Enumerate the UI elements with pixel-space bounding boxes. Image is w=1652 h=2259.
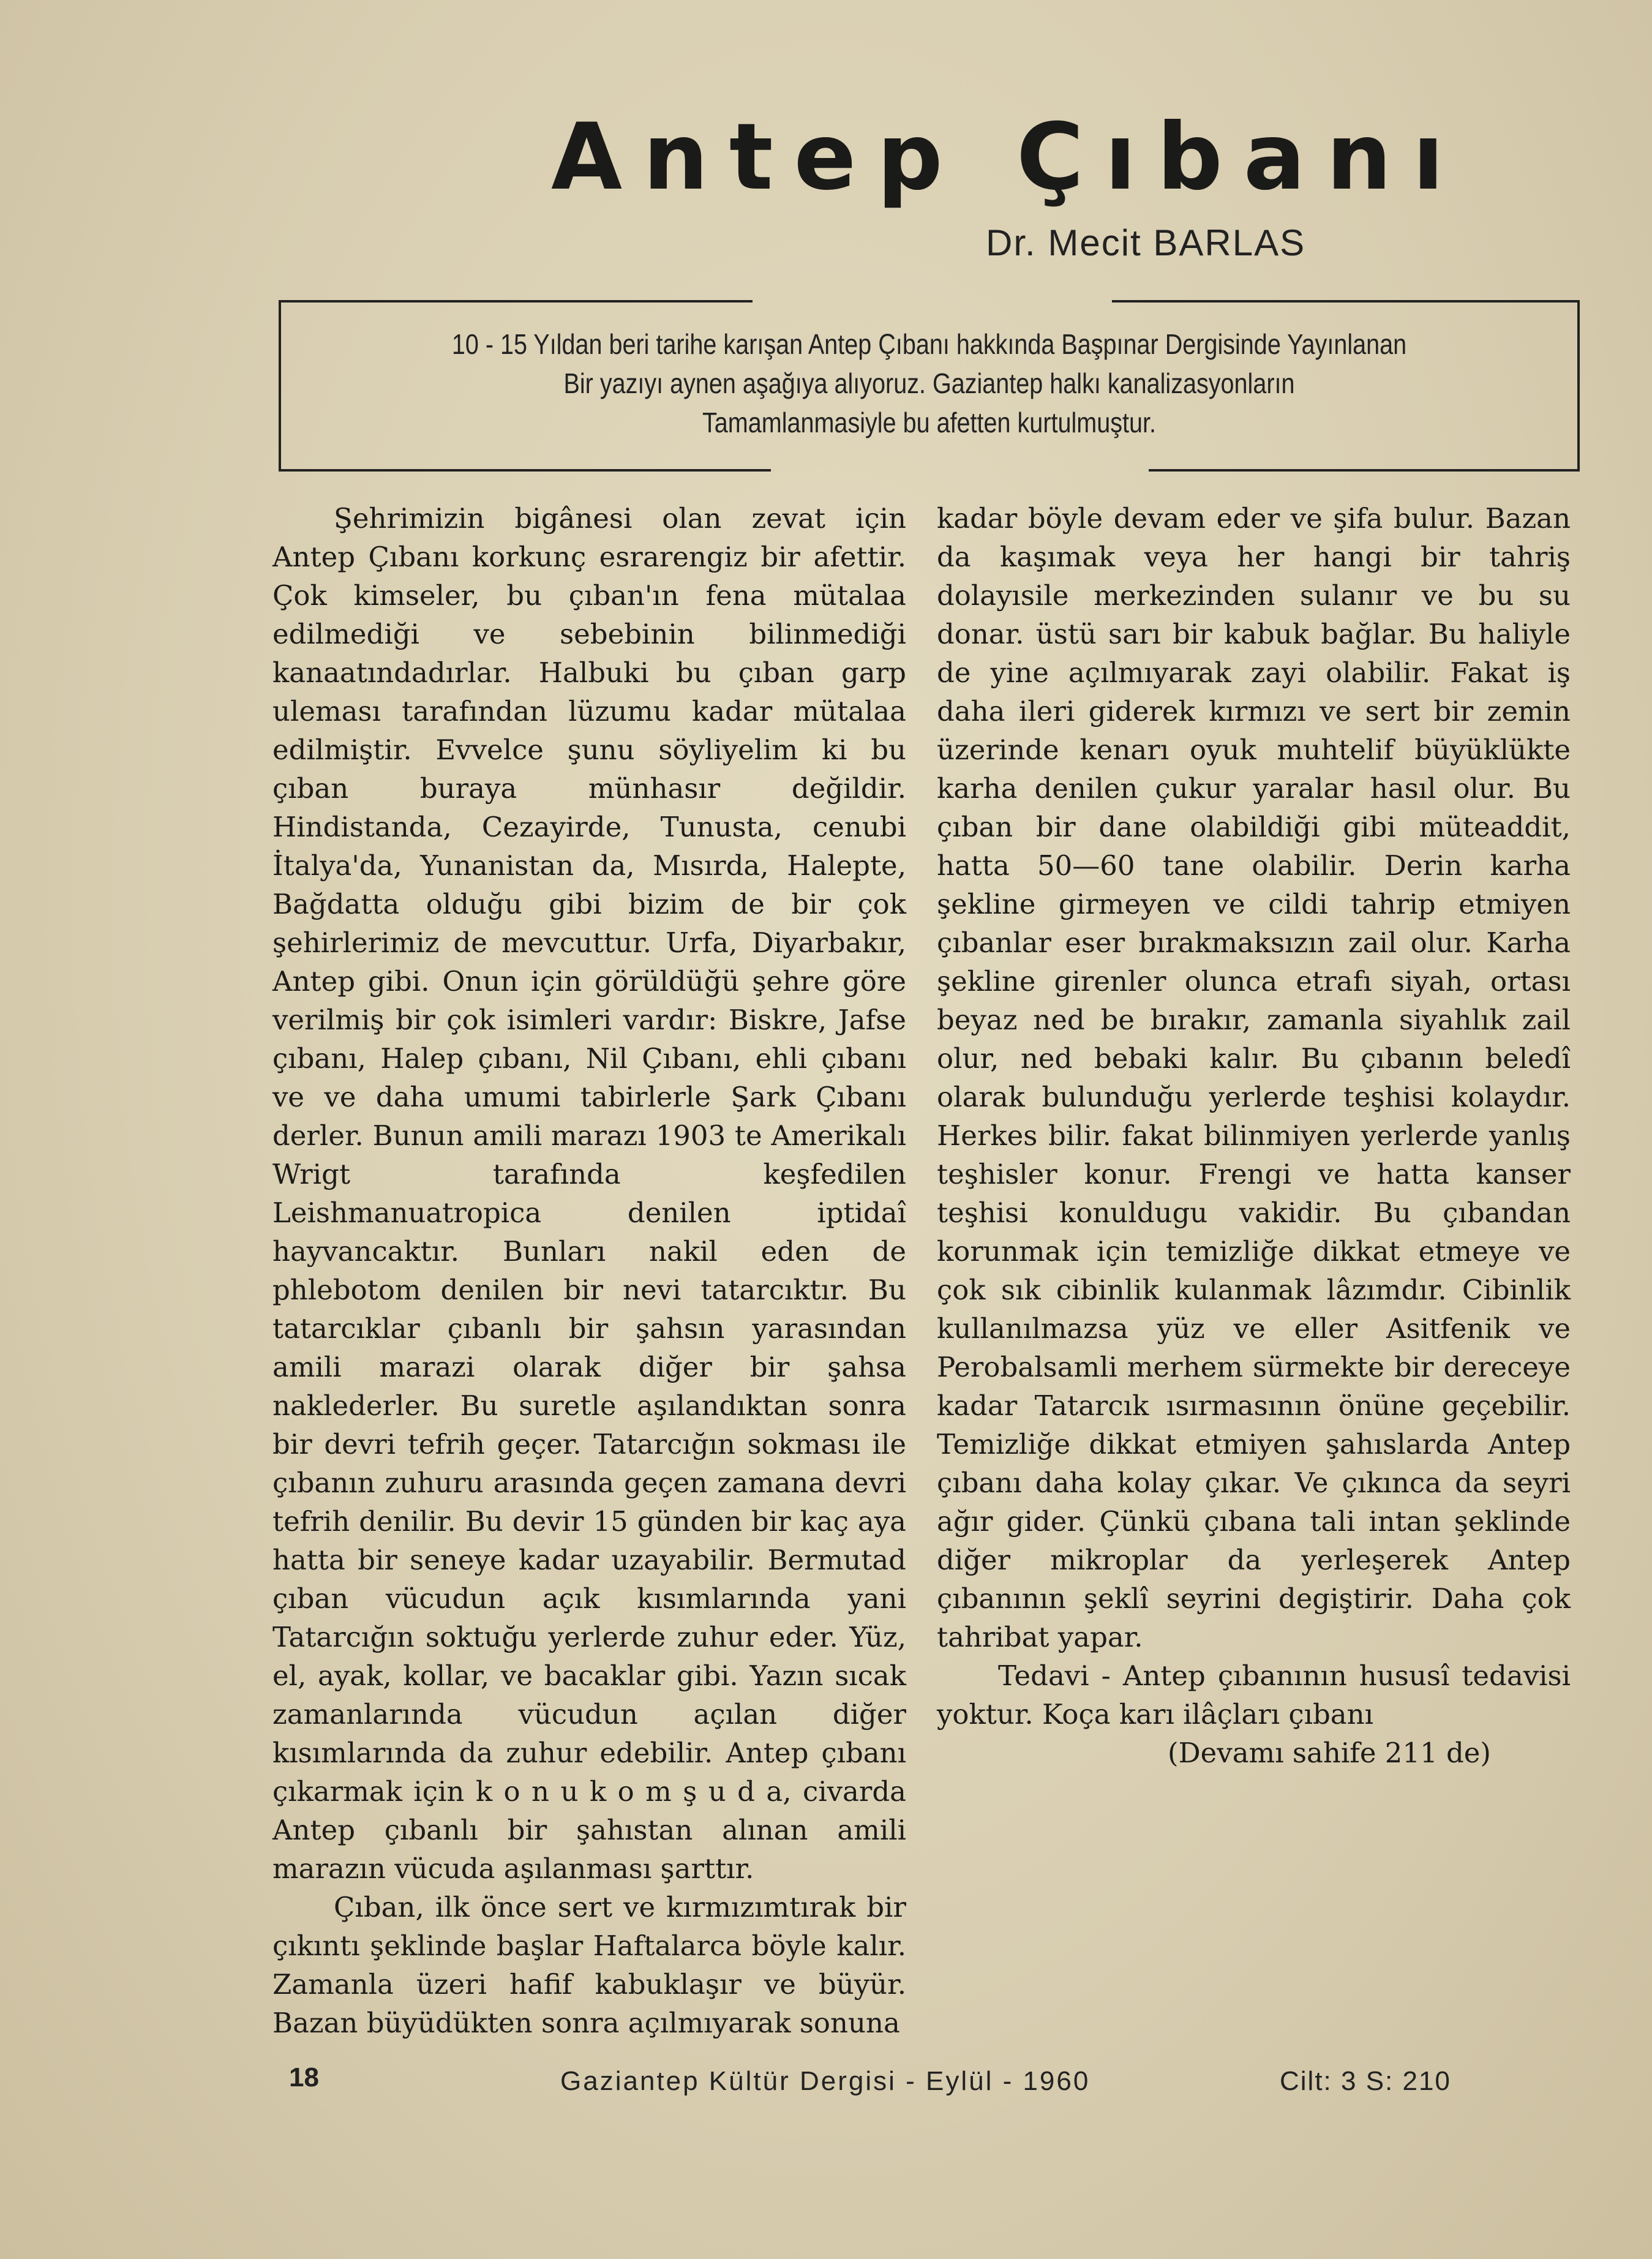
intro-box-rule-bottom-right (1149, 469, 1577, 472)
article-column-left (272, 499, 906, 2042)
page-number: 18 (289, 2062, 319, 2092)
intro-box (279, 300, 1580, 472)
intro-line: Bir yazıyı aynen aşağıya alıyoruz. Gaziantep halkı kanalizasyonların (563, 367, 1295, 399)
paragraph-treatment: Tedavi - Antep çıbanının hususî tedavisi yoktur. Koça karı ilâçları çıbanı (937, 1659, 1571, 1731)
intro-box-rule-top-right (1112, 300, 1577, 303)
magazine-name: Gaziantep Kültür Dergisi - Eylül - 1960 (560, 2066, 1091, 2096)
paragraph-1: Şehrimizin bigânesi olan zevat için Antep Çıbanı korkunç esrarengiz bir afettir. Çok kimseler, bu çıban'ın fena mütalaa edilmediği ve sebebinin bilinmediği kanaatındadırlar. Halbuki bu çıban garp uleması tarafından lüzumu kadar mütalaa edilmiştir. Evvelce şunu söyliyelim ki bu çıban buraya münhasır değildir. Hindistanda, Cezayirde, Tunusta, cenubi İtalya'da, Yunanistan da, Mısırda, Halepte, Bağdatta olduğu gibi bizim de bir çok şehirlerimiz de mevcuttur. Urfa, Diyarbakır, Antep gibi. Onun için görüldüğü şehre göre verilmiş bir çok isimleri vardır: Biskre, Jafse çıbanı, Halep çıbanı, Nil Çıbanı, ehli çıbanı ve ve daha umumi tabirlerle Şark Çıbanı derler. Bunun amili marazı 1903 te Amerikalı Wrigt tarafında keşfedilen Leishmanuatropica denilen iptidaî hayvancaktır. Bunları nakil eden de phlebotom denilen bir nevi tatarcıktır. Bu tatarcıklar çıbanlı bir şahsın yarasından amili marazi olarak diğer bir şahsa naklederler. Bu suretle aşılandıktan sonra bir devri tefrih geçer. Tatarcığın sokması ile çıbanın zuhuru arasında geçen zamana devri tefrih denilir. Bu devir 15 günden bir kaç aya hatta bir seneye kadar uzayabilir. Bermutad çıban vücudun açık kısımlarında yani Tatarcığın soktuğu yerlerde zuhur eder. Yüz, el, ayak, kollar, ve bacaklar gibi. Yazın sıcak zamanlarında vücudun açılan diğer kısımlarında da zuhur edebilir. Antep çıbanı çıkarmak için k o n u k o m ş u d a, civarda Antep çıbanlı bir şahıstan alınan amili marazın vücuda aşılanması şarttır. (272, 502, 906, 1885)
intro-line: Tamamlanmasiyle bu afetten kurtulmuştur. (702, 407, 1156, 438)
page-footer (0, 2062, 1652, 2099)
paragraph-2-text: Çıban, ilk önce sert ve kırmızımtırak bir çıkıntı şeklinde başlar Haftalarca böyle kalır. Zamanla üzeri hafif kabuklaşır ve büyür. Bazan büyüdükten sonra açılmıyarak sonuna (272, 1891, 906, 2039)
volume-info: Cilt: 3 S: 210 (1280, 2066, 1451, 2096)
intro-box-rule-bottom-left (281, 469, 771, 472)
article-column-right (937, 499, 1571, 1772)
intro-box-rule-top-left (281, 300, 753, 303)
continued-note: (Devamı sahife 211 de) (1168, 1737, 1491, 1769)
article-author: Dr. Mecit BARLAS (986, 222, 1306, 263)
intro-text (372, 325, 1487, 442)
intro-line: 10 - 15 Yıldan beri tarihe karışan Antep Çıbanı hakkında Başpınar Dergisinde Yayınlanan (451, 328, 1407, 360)
article-title: Antep Çıbanı (551, 104, 1465, 211)
paragraph-2-continued: kadar böyle devam eder ve şifa bulur. Bazan da kaşımak veya her hangi bir tahriş dolayısile merkezinden sulanır ve bu su donar. üstü sarı bir kabuk bağlar. Bu haliyle de yine açılmıyarak zayi olabilir. Fakat iş daha ileri giderek kırmızı ve sert bir zemin üzerinde kenarı oyuk muhtelif büyüklükte karha denilen çukur yaralar hasıl olur. Bu çıban bir dane olabildiği gibi müteaddit, hatta 50—60 tane olabilir. Derin karha şekline girmeyen ve cildi tahrip etmiyen çıbanlar eser bırakmaksızın zail olur. Karha şekline girenler olunca etrafı siyah, ortası beyaz ned be bırakır, zamanla siyahlık zail olur, ned bebaki kalır. Bu çıbanın beledî olarak bulunduğu yerlerde teşhisi kolaydır. Herkes bilir. fakat bilinmiyen yerlerde yanlış teşhisler konur. Frengi ve hatta kanser teşhisi konuldugu vakidir. Bu çıbandan korunmak için temizliğe dikkat etmeye ve çok sık cibinlik kulanmak lâzımdır. Cibinlik kullanılmazsa yüz ve eller Asitfenik ve Perobalsamli merhem sürmekte bir dereceye kadar Tatarcık ısırmasının önüne geçebilir. Temizliğe dikkat etmiyen şahıslarda Antep çıbanı daha kolay çıkar. Ve çıkınca da seyri ağır gider. Çünkü çıbana tali intan şeklinde diğer mikroplar da yerleşerek Antep çıbanının şeklî seyrini degiştirir. Daha çok tahribat yapar. (937, 502, 1571, 1653)
paragraph-2-start (272, 1888, 906, 2042)
